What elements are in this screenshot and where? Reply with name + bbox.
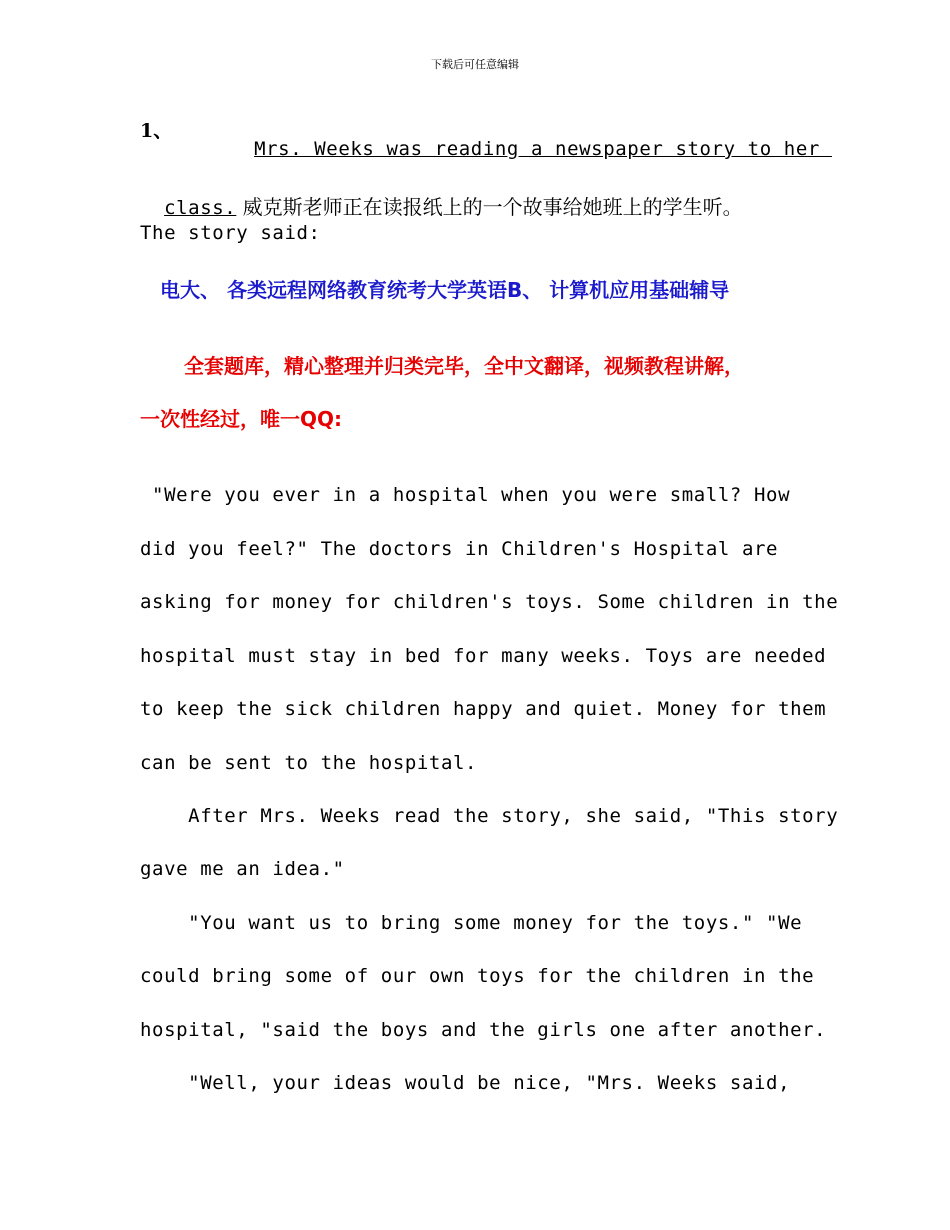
question-line-2 (140, 169, 743, 220)
story-line: After Mrs. Weeks read the story, she said, "This story (140, 805, 839, 827)
page-header-note: 下载后可任意编辑 (431, 58, 519, 71)
ad-blue-line: 电大、 各类远程网络教育统考大学英语B、 计算机应用基础辅导 (160, 278, 730, 302)
question-line-2-english: class. (164, 197, 237, 219)
question-number: 1、 (140, 120, 173, 142)
question-line-1-text: Mrs. Weeks was reading a newspaper story to her (254, 138, 832, 160)
story-line: to keep the sick children happy and quiet. Money for them (140, 698, 827, 720)
question-line-1 (230, 116, 832, 160)
story-line: hospital, "said the boys and the girls one after another. (140, 1019, 827, 1041)
story-line: could bring some of our own toys for the children in the (140, 965, 815, 987)
story-line: did you feel?" The doctors in Children's Hospital are (140, 538, 779, 560)
story-line: can be sent to the hospital. (140, 752, 478, 774)
ad-red-line-1: 全套题库，精心整理并归类完毕，全中文翻译，视频教程讲解， (184, 354, 744, 378)
story-line: "Well, your ideas would be nice, "Mrs. Weeks said, (140, 1072, 791, 1094)
question-line-2-chinese: 威克斯老师正在读报纸上的一个故事给她班上的学生听。 (236, 195, 743, 219)
story-line: "Were you ever in a hospital when you were small? How (140, 484, 791, 506)
story-line: gave me an idea." (140, 858, 345, 880)
question-line-3: The story said: (140, 222, 321, 244)
story-line: hospital must stay in bed for many weeks. Toys are needed (140, 645, 827, 667)
story-line: asking for money for children's toys. Some children in the (140, 591, 839, 613)
story-line: "You want us to bring some money for the toys." "We (140, 912, 803, 934)
ad-red-line-2: 一次性经过，唯一QQ: (140, 407, 343, 431)
